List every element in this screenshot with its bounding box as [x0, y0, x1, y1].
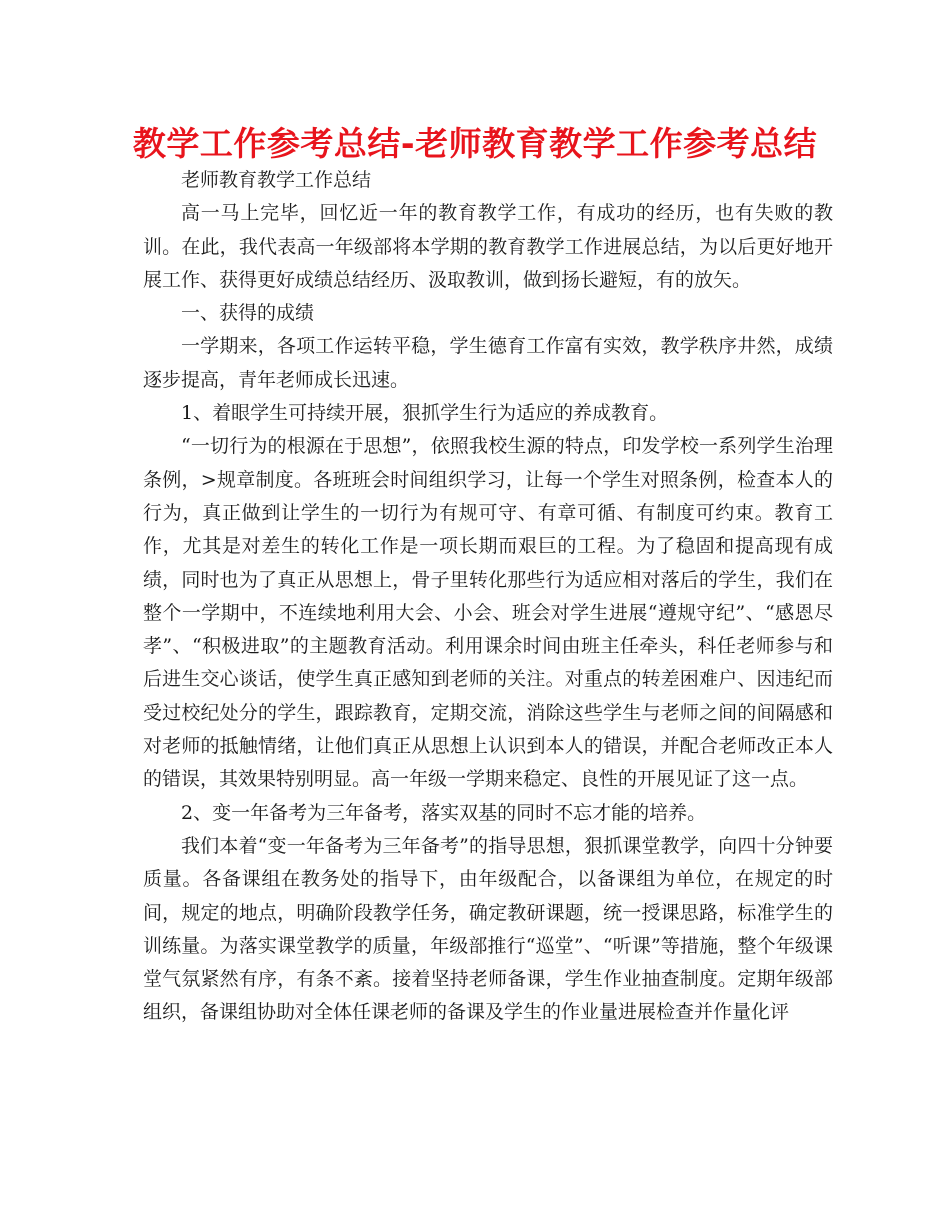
- subheading-three-year-preparation: 2、变一年备考为三年备考，落实双基的同时不忘才能的培养。: [181, 801, 707, 824]
- paragraph-subtitle: 老师教育教学工作总结: [181, 169, 372, 191]
- section-heading-achievements: 一、获得的成绩: [181, 302, 315, 325]
- document-title: 教学工作参考总结-老师教育教学工作参考总结: [132, 124, 818, 163]
- paragraph-intro: 高一马上完毕，回忆近一年的教育教学工作，有成功的经历，也有失败的教训。在此，我代表高一年级部将本学期的教育教学工作进展总结，为以后更好地开展工作、获得更好成绩总结经历、汲取教训，做到扬长避短，有的放矢。: [143, 202, 833, 291]
- paragraph-behavior-education: “一切行为的根源在于思想”，依照我校生源的特点，印发学校一系列学生治理条例，>规章制度。各班班会时间组织学习，让每一个学生对照条例，检查本人的行为，真正做到让学生的一切行为有规可守、有章可循、有制度可约束。教育工作，尤其是对差生的转化工作是一项长期而艰巨的工程。为了稳固和提高现有成绩，同时也为了真正从思想上，骨子里转化那些行为适应相对落后的学生，我们在整个一学期中，不连续地利用大会、小会、班会对学生进展“遵规守纪”、“感恩尽孝”、“积极进取”的主题教育活动。利用课余时间由班主任牵头，科任老师参与和后进生交心谈话，使学生真正感知到老师的关注。对重点的转差困难户、因违纪而受过校纪处分的学生，跟踪教育，定期交流，消除这些学生与老师之间的间隔感和对老师的抵触情绪，让他们真正从思想上认识到本人的错误，并配合老师改正本人的错误，其效果特别明显。高一年级一学期来稳定、良性的开展见证了这一点。: [143, 435, 833, 791]
- paragraph-three-year-preparation: 我们本着“变一年备考为三年备考”的指导思想，狠抓课堂教学，向四十分钟要质量。各备课组在教务处的指导下，由年级配合，以备课组为单位，在规定的时间，规定的地点，明确阶段教学任务，确定教研课题，统一授课思路，标准学生的训练量。为落实课堂教学的质量，年级部推行“巡堂”、“听课”等措施，整个年级课堂气氛紧然有序，有条不紊。接着坚持老师备课，学生作业抽查制度。定期年级部组织，备课组协助对全体任课老师的备课及学生的作业量进展检查并作量化评: [143, 834, 833, 1024]
- document-body: [143, 164, 833, 1030]
- subheading-behavior-education: 1、着眼学生可持续开展，狠抓学生行为适应的养成教育。: [181, 402, 669, 425]
- paragraph-achievements-summary: 一学期来，各项工作运转平稳，学生德育工作富有实效，教学秩序井然，成绩逐步提高，青年老师成长迅速。: [143, 335, 833, 391]
